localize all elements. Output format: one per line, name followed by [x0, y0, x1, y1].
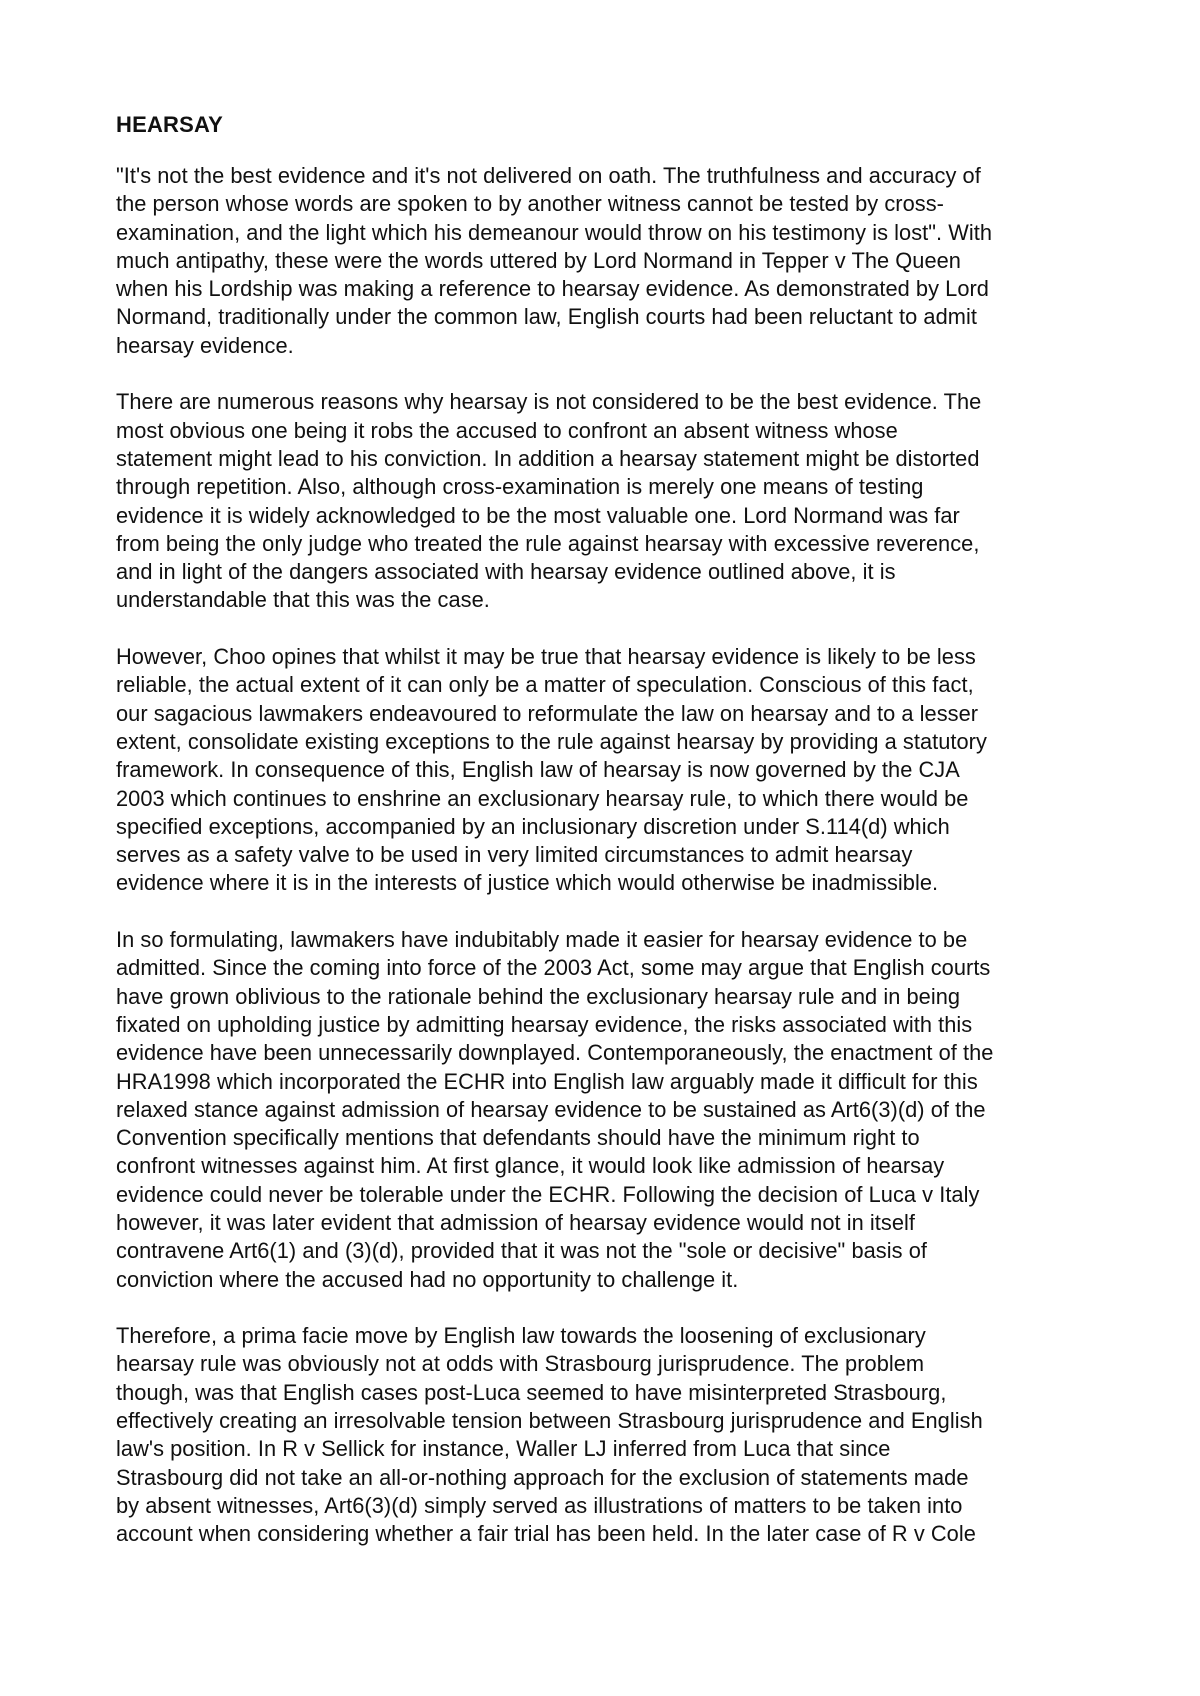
text-line: have grown oblivious to the rationale behind the exclusionary hearsay rule and in being: [116, 983, 961, 1009]
text-line: examination, and the light which his demeanour would throw on his testimony is lost". With: [116, 219, 993, 245]
text-line: and in light of the dangers associated with hearsay evidence outlined above, it is: [116, 559, 896, 585]
text-line: through repetition. Also, although cross-examination is merely one means of testing: [116, 474, 924, 500]
text-line: evidence could never be tolerable under the ECHR. Following the decision of Luca v Italy: [116, 1181, 980, 1207]
text-line: Normand, traditionally under the common law, English courts had been reluctant to admit: [116, 304, 977, 330]
text-line: evidence have been unnecessarily downplayed. Contemporaneously, the enactment of the: [116, 1040, 994, 1066]
text-line: confront witnesses against him. At first glance, it would look like admission of hearsay: [116, 1153, 945, 1179]
text-line: statement might lead to his conviction. In addition a hearsay statement might be distorted: [116, 445, 980, 471]
text-line: However, Choo opines that whilst it may be true that hearsay evidence is likely to be less: [116, 644, 976, 670]
paragraph: [116, 1322, 1121, 1548]
text-line: much antipathy, these were the words uttered by Lord Normand in Tepper v The Queen: [116, 247, 961, 273]
text-line: the person whose words are spoken to by another witness cannot be tested by cross-: [116, 191, 944, 217]
text-line: specified exceptions, accompanied by an inclusionary discretion under S.114(d) which: [116, 813, 950, 839]
document-title: HEARSAY: [116, 112, 223, 137]
text-line: fixated on upholding justice by admitting hearsay evidence, the risks associated with this: [116, 1011, 973, 1037]
text-line: relaxed stance against admission of hearsay evidence to be sustained as Art6(3)(d) of the: [116, 1096, 986, 1122]
text-line: conviction where the accused had no opportunity to challenge it.: [116, 1266, 739, 1292]
text-line: reliable, the actual extent of it can only be a matter of speculation. Conscious of this fact,: [116, 672, 974, 698]
text-line: from being the only judge who treated the rule against hearsay with excessive reverence,: [116, 530, 980, 556]
text-line: In so formulating, lawmakers have indubitably made it easier for hearsay evidence to be: [116, 927, 968, 953]
paragraph: [116, 162, 1121, 360]
text-line: account when considering whether a fair trial has been held. In the later case of R v Cole: [116, 1521, 976, 1547]
text-line: Strasbourg did not take an all-or-nothing approach for the exclusion of statements made: [116, 1464, 969, 1490]
text-line: serves as a safety valve to be used in very limited circumstances to admit hearsay: [116, 842, 913, 868]
text-line: evidence where it is in the interests of justice which would otherwise be inadmissible.: [116, 870, 939, 896]
text-line: by absent witnesses, Art6(3)(d) simply served as illustrations of matters to be taken into: [116, 1492, 963, 1518]
text-line: Convention specifically mentions that defendants should have the minimum right to: [116, 1125, 920, 1151]
text-line: when his Lordship was making a reference to hearsay evidence. As demonstrated by Lord: [116, 276, 989, 302]
text-line: extent, consolidate existing exceptions to the rule against hearsay by providing a statutory: [116, 728, 987, 754]
text-line: most obvious one being it robs the accused to confront an absent witness whose: [116, 417, 898, 443]
text-line: law's position. In R v Sellick for instance, Waller LJ inferred from Luca that since: [116, 1436, 891, 1462]
text-line: hearsay evidence.: [116, 332, 294, 358]
paragraph: [116, 388, 1121, 614]
text-line: contravene Art6(1) and (3)(d), provided that it was not the "sole or decisive" basis of: [116, 1238, 927, 1264]
text-line: admitted. Since the coming into force of the 2003 Act, some may argue that English courts: [116, 955, 991, 981]
text-line: our sagacious lawmakers endeavoured to reformulate the law on hearsay and to a lesser: [116, 700, 979, 726]
text-line: HRA1998 which incorporated the ECHR into English law arguably made it difficult for this: [116, 1068, 978, 1094]
text-line: though, was that English cases post-Luca seemed to have misinterpreted Strasbourg,: [116, 1379, 947, 1405]
text-line: 2003 which continues to enshrine an exclusionary hearsay rule, to which there would be: [116, 785, 969, 811]
text-line: evidence it is widely acknowledged to be the most valuable one. Lord Normand was far: [116, 502, 960, 528]
paragraph: [116, 926, 1121, 1294]
text-line: "It's not the best evidence and it's not delivered on oath. The truthfulness and accuracy of: [116, 163, 981, 188]
text-line: understandable that this was the case.: [116, 587, 490, 613]
text-line: framework. In consequence of this, English law of hearsay is now governed by the CJA: [116, 757, 960, 783]
text-line: There are numerous reasons why hearsay is not considered to be the best evidence. The: [116, 389, 982, 415]
text-line: effectively creating an irresolvable tension between Strasbourg jurisprudence and English: [116, 1408, 983, 1434]
text-line: hearsay rule was obviously not at odds with Strasbourg jurisprudence. The problem: [116, 1351, 925, 1377]
text-line: Therefore, a prima facie move by English law towards the loosening of exclusionary: [116, 1323, 926, 1349]
paragraph: [116, 643, 1121, 898]
text-line: however, it was later evident that admission of hearsay evidence would not in itself: [116, 1209, 916, 1235]
paragraph-container: [116, 162, 1121, 1549]
document-body: [116, 112, 1121, 1577]
